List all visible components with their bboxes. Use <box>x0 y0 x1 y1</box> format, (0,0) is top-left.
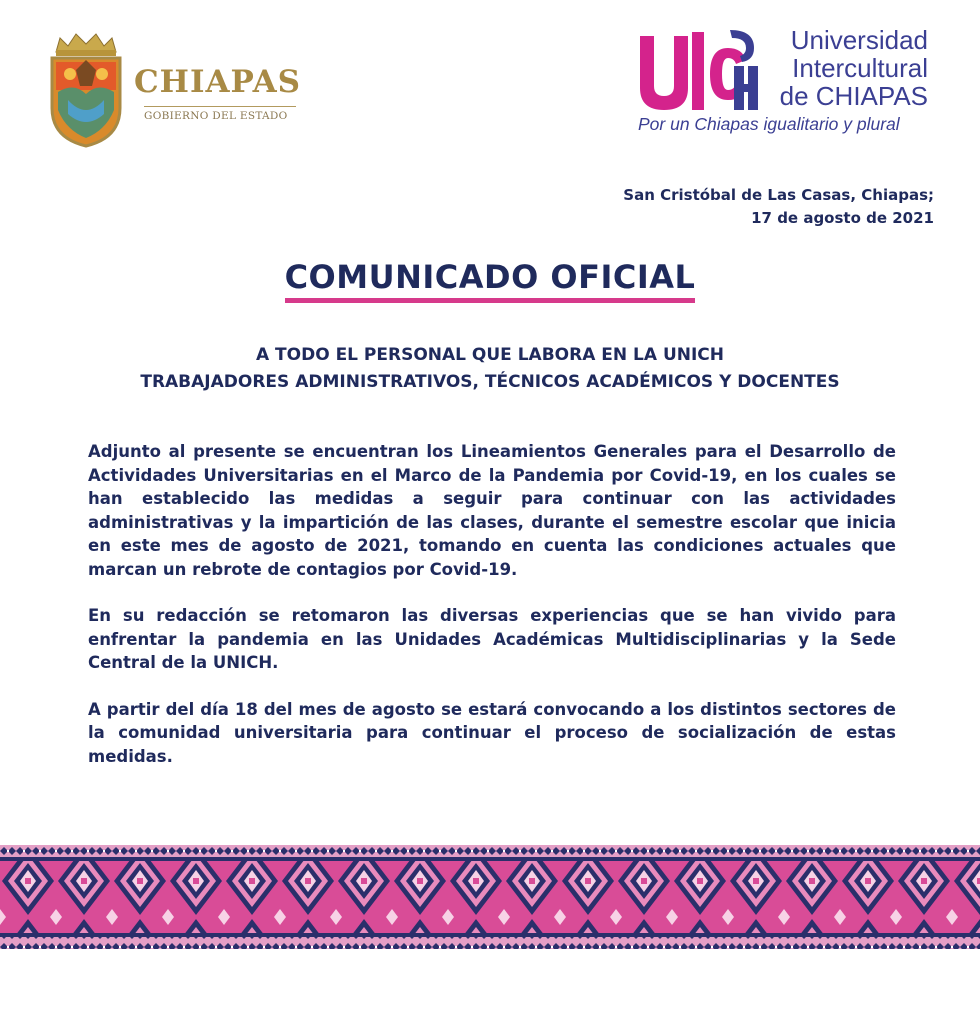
body-paragraph-2: En su redacción se retomaron las diversas experiencias que se han vivido para enfrentar la pandemia en las Unidades Académicas Multidisciplinarias y la Sede Central de la UNICH. <box>88 606 896 672</box>
letter-body <box>88 440 896 791</box>
unich-logo-mark-icon <box>636 26 760 114</box>
chiapas-government-logo <box>46 30 308 150</box>
unich-slogan: Por un Chiapas igualitario y plural <box>638 114 900 134</box>
body-paragraph-3: A partir del día 18 del mes de agosto se estará convocando a los distintos sectores de la comunidad universitaria para continuar el proceso de socialización de estas medidas. <box>88 699 896 766</box>
title-wrap <box>0 258 980 303</box>
place-and-date <box>623 184 934 230</box>
addressee-line-2: TRABAJADORES ADMINISTRATIVOS, TÉCNICOS ACADÉMICOS Y DOCENTES <box>140 372 840 392</box>
letterhead <box>0 0 980 160</box>
unich-name-line-2: Intercultural <box>792 53 928 83</box>
place-line: San Cristóbal de Las Casas, Chiapas; <box>623 186 934 204</box>
addressee <box>0 342 980 396</box>
date-line: 17 de agosto de 2021 <box>751 209 934 227</box>
body-paragraph-1: Adjunto al presente se encuentran los Lineamientos Generales para el Desarrollo de Actividades Universitarias en el Marco de la Pandemia por Covid-19, en los cuales se han establecido las medidas a seguir para continuar con las actividades administrativas y la impartición de las clases, durante el semestre escolar que inicia en este mes de agosto de 2021, tomando en cuenta las condiciones actuales que marcan un rebrote de contagios por Covid-19. <box>88 442 896 579</box>
unich-logo <box>636 24 936 144</box>
chiapas-wordmark: CHIAPAS <box>134 64 302 100</box>
chiapas-subtitle: GOBIERNO DEL ESTADO <box>144 106 296 122</box>
unich-name <box>758 26 928 110</box>
unich-name-line-3: de CHIAPAS <box>779 81 928 111</box>
addressee-line-1: A TODO EL PERSONAL QUE LABORA EN LA UNICH <box>255 345 725 365</box>
document-title: COMUNICADO OFICIAL <box>285 258 696 303</box>
chiapas-coat-of-arms-icon <box>46 30 126 148</box>
textile-pattern-band <box>0 845 980 955</box>
unich-name-line-1: Universidad <box>790 25 928 55</box>
